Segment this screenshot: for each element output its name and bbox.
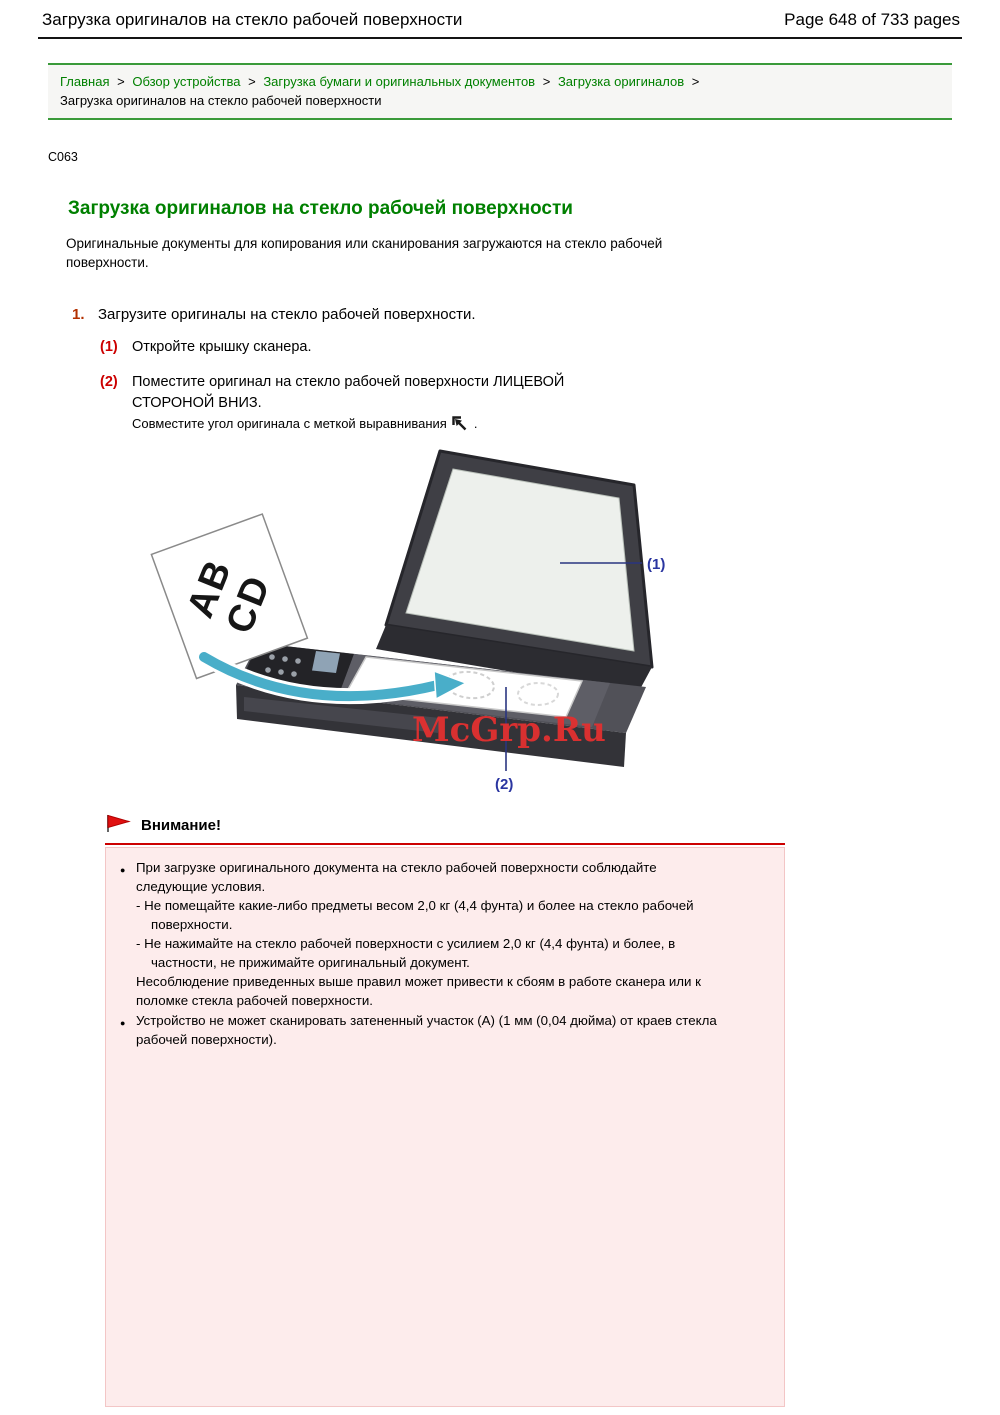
substep-2-line1: Поместите оригинал на стекло рабочей поверхности ЛИЦЕВОЙ — [132, 374, 565, 390]
breadcrumb-current-page: Загрузка оригиналов на стекло рабочей поверхности — [60, 93, 382, 108]
abcd-sheet-letters-line2: CD — [218, 568, 280, 640]
article-title: Загрузка оригиналов на стекло рабочей поверхности — [68, 198, 573, 219]
breadcrumb-separator: > — [542, 74, 551, 89]
alignment-mark-icon — [452, 416, 469, 431]
alignment-note — [132, 416, 1000, 431]
warning-item-text — [136, 1011, 729, 1049]
header-page-indicator: Page 648 of 733 pages — [784, 10, 960, 29]
substep-2-line2: СТОРОНОЙ ВНИЗ. — [132, 395, 262, 411]
warning-item-line: Устройство не может сканировать затененный участок (A) (1 мм (0,04 дюйма) от краев стекла рабочей поверхности). — [136, 1013, 717, 1047]
warning-subitem: - Не нажимайте на стекло рабочей поверхности с усилием 2,0 кг (4,4 фунта) и более, в частности, не прижимайте оригинальный документ. — [136, 936, 676, 970]
abcd-sheet-letters-line1: AB — [179, 553, 241, 624]
substep-1-text: Откройте крышку сканера. — [132, 339, 312, 355]
warning-item-text — [136, 858, 729, 1010]
warning-item — [120, 1011, 729, 1049]
breadcrumb-links — [60, 72, 940, 91]
breadcrumb — [48, 63, 952, 120]
substep-2 — [100, 372, 1000, 414]
header-title: Загрузка оригиналов на стекло рабочей поверхности — [42, 10, 463, 29]
breadcrumb-link-loading-paper-originals[interactable]: Загрузка бумаги и оригинальных документов — [263, 74, 536, 89]
substep-1-number: (1) — [100, 339, 118, 355]
bullet-icon: ● — [120, 865, 126, 875]
warning-box — [105, 847, 785, 1407]
header-divider — [38, 37, 962, 39]
warning-flag-icon — [105, 813, 131, 838]
alignment-note-period: . — [473, 416, 478, 431]
warning-title: Внимание! — [141, 817, 221, 834]
step-number: 1. — [72, 306, 85, 323]
substep-2-number: (2) — [100, 374, 118, 390]
warning-item-note: Несоблюдение приведенных выше правил может привести к сбоям в работе сканера или к поломке стекла рабочей поверхности. — [136, 974, 701, 1008]
step-1 — [72, 306, 1000, 323]
warning-divider — [105, 843, 785, 845]
alignment-note-text: Совместите угол оригинала с меткой выравнивания — [132, 416, 447, 431]
breadcrumb-link-loading-originals[interactable]: Загрузка оригиналов — [557, 74, 685, 89]
substep-1 — [100, 337, 1000, 358]
substep-2-text — [132, 372, 564, 414]
page-header — [0, 0, 1000, 37]
scanner-illustration — [140, 445, 710, 795]
breadcrumb-separator: > — [248, 74, 256, 89]
warning-subitem: - Не помещайте какие-либо предметы весом 2,0 кг (4,4 фунта) и более на стекло рабочей поверхности. — [136, 898, 694, 932]
callout-glass-label: (2) — [495, 776, 514, 793]
warning-header — [105, 813, 1000, 838]
callout-lid-label: (1) — [647, 556, 666, 573]
breadcrumb-link-device-overview[interactable]: Обзор устройства — [132, 74, 241, 89]
watermark-text: McGrp.Ru — [412, 710, 606, 750]
breadcrumb-link-home[interactable]: Главная — [60, 74, 110, 89]
breadcrumb-separator: > — [691, 74, 700, 89]
warning-item-line: При загрузке оригинального документа на стекло рабочей поверхности соблюдайте следующие условия. — [136, 860, 657, 894]
doc-code: C063 — [48, 150, 78, 164]
warning-item — [120, 858, 729, 1010]
breadcrumb-separator: > — [117, 74, 125, 89]
step-text: Загрузите оригиналы на стекло рабочей поверхности. — [98, 306, 476, 323]
bullet-icon: ● — [120, 1018, 126, 1028]
intro-text: Оригинальные документы для копирования или сканирования загружаются на стекло рабочей поверхности. — [66, 236, 663, 270]
